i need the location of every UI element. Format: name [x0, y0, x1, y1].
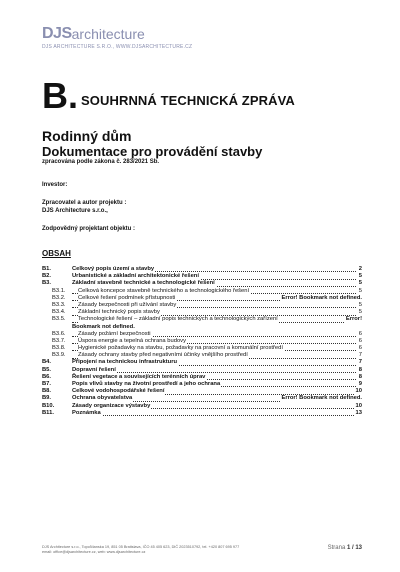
toc-entry-title: Hygienické požadavky na stavbu, požadavky na pracovní a komunální prostředí: [78, 345, 283, 352]
toc-entry-page: Error! Bookmark not defined.: [281, 395, 362, 402]
toc-entry[interactable]: [42, 288, 362, 295]
toc-entry-title: Zásady požární bezpečnosti: [78, 330, 151, 337]
toc-entry-number: B3.6.: [52, 330, 66, 337]
toc-entry-number: B2.: [42, 273, 52, 280]
toc-entry-title: Úspora energie a tepelná ochrana budovy: [78, 337, 186, 344]
toc-entry[interactable]: [42, 302, 362, 309]
toc-entry-title: Zásady organizace výstavby: [72, 402, 151, 409]
toc-entry[interactable]: [42, 410, 362, 417]
logo-name: architecture: [71, 26, 145, 42]
toc-entry-number: B10.: [42, 402, 55, 409]
toc-entry-page: 13: [355, 409, 362, 416]
toc-entry-page: 5: [358, 301, 362, 308]
toc-entry[interactable]: [42, 273, 362, 280]
toc-entry-continuation: [42, 324, 362, 331]
toc-entry-title: Základní technický popis stavby: [78, 309, 160, 316]
toc-entry-title: Zásady ochrany stavby před negativními účinky vnějšího prostředí: [78, 352, 248, 359]
toc-entry-number: B7.: [42, 381, 52, 387]
logo-mark: DJS: [42, 25, 72, 42]
toc-entry-page: 5: [358, 273, 362, 280]
toc-entry-number: B3.: [42, 280, 52, 287]
toc-entry-page: 6: [358, 345, 362, 352]
toc-heading: OBSAH: [42, 249, 71, 258]
toc-entry-number: B3.3.: [52, 301, 66, 308]
toc-entry[interactable]: [42, 388, 362, 395]
toc-entry[interactable]: [42, 367, 362, 374]
toc-entry[interactable]: [42, 359, 362, 366]
toc-entry-page: 7: [358, 359, 362, 366]
toc-entry-number: B4.: [42, 359, 52, 366]
toc-entry-title: Poznámka: [72, 409, 101, 416]
toc-entry-title: Ochrana obyvatelstva: [72, 395, 133, 402]
toc-entry-title: Zásady bezpečnosti při užívání stavby: [78, 301, 177, 308]
toc-entry-number: B3.8.: [52, 345, 66, 352]
toc-entry-number: B3.7.: [52, 337, 66, 344]
toc-entry[interactable]: [42, 395, 362, 402]
table-of-contents: [42, 266, 362, 417]
toc-entry-page: 10: [355, 388, 362, 395]
toc-entry-title: Popis vlivů stavby na životní prostředí a jeho ochrana: [72, 381, 221, 387]
toc-entry-page: 2: [358, 266, 362, 272]
page-value: 1 / 13: [346, 545, 362, 551]
toc-entry[interactable]: [42, 266, 362, 273]
toc-entry-page: 8: [358, 366, 362, 373]
footer-address: DJS Architecture s.r.o., Topoľčianska 19, 851 05 Bratislava, IČO 45 405 623, DIČ 2023510792, tel. +420 807 695 977: [42, 545, 240, 549]
toc-entry-title: Řešení vegetace a souvisejících terénních úprav: [72, 373, 206, 380]
project-subtitle: Dokumentace pro provádění stavby: [42, 144, 263, 159]
logo-subtitle: DJS ARCHITECTURE S.R.O., WWW.DJSARCHITECTURE.CZ: [42, 44, 193, 50]
toc-entry-page: Error! Bookmark not defined.: [281, 294, 362, 301]
document-type: SOUHRNNÁ TECHNICKÁ ZPRÁVA: [81, 93, 295, 108]
page-number: [328, 545, 362, 551]
toc-entry[interactable]: [42, 331, 362, 338]
toc-leader-dots: [72, 410, 356, 416]
toc-entry-number: B3.4.: [52, 309, 66, 316]
toc-entry-page: 6: [358, 330, 362, 337]
author-value: DJS Architecture s.r.o.,: [42, 208, 108, 214]
page-label: Strana: [327, 545, 346, 551]
toc-entry-page: 5: [358, 309, 362, 316]
responsible-label: Zodpovědný projektant objektu :: [42, 226, 136, 232]
toc-entry[interactable]: [42, 295, 362, 302]
toc-entry-number: B5.: [42, 366, 52, 373]
company-logo: [42, 26, 145, 42]
toc-entry[interactable]: [42, 345, 362, 352]
toc-entry-title: Technologické řešení – základní popis technických a technologických zařízení: [78, 316, 278, 323]
toc-entry-title: Dopravní řešení: [72, 366, 116, 373]
toc-entry-continuation-text: Bookmark not defined.: [72, 323, 135, 330]
toc-entry-title: Základní stavebně technické a technologické řešení: [72, 280, 215, 287]
toc-entry-title: Celkové vodohospodářské řešení: [72, 388, 165, 395]
toc-entry-page: 6: [358, 337, 362, 344]
document-letter: B.: [42, 75, 78, 116]
toc-entry-number: B8.: [42, 388, 52, 395]
project-title: Rodinný dům: [42, 128, 132, 144]
toc-entry-title: Celkové řešení podmínek přístupnosti: [78, 294, 176, 301]
footer-contact: email: office@djsarchitecture.cz, web: www.djsarchitecture.cz: [42, 550, 146, 554]
toc-entry-page: 7: [358, 352, 362, 359]
toc-entry-page: 5: [358, 280, 362, 287]
toc-entry[interactable]: [42, 309, 362, 316]
toc-entry[interactable]: [42, 381, 362, 388]
toc-entry[interactable]: [42, 280, 362, 287]
toc-entry-title: Celková koncepce stavebně technického a technologického řešení: [78, 287, 250, 294]
toc-entry-number: B9.: [42, 395, 52, 402]
toc-entry-title: Připojení na technickou infrastrukturu: [72, 359, 178, 366]
toc-entry-number: B3.5.: [52, 316, 66, 323]
toc-entry-page: Error!: [345, 316, 362, 323]
toc-entry-title: Urbanistické a základní architektonické řešení: [72, 273, 199, 280]
project-law: zpracována podle zákona č. 283/2021 Sb.: [42, 159, 160, 165]
toc-entry[interactable]: [42, 374, 362, 381]
investor-label: Investor:: [42, 182, 68, 188]
toc-entry-number: B1.: [42, 266, 52, 272]
toc-entry[interactable]: [42, 352, 362, 359]
toc-entry-page: 8: [358, 373, 362, 380]
toc-entry-page: 9: [358, 381, 362, 387]
toc-entry[interactable]: [42, 316, 362, 323]
toc-entry[interactable]: [42, 403, 362, 410]
footer: [42, 545, 362, 555]
author-label: Zpracovatel a autor projektu :: [42, 200, 127, 206]
toc-entry-number: B3.1.: [52, 287, 66, 294]
toc-entry-number: B3.2.: [52, 294, 66, 301]
toc-entry-number: B11.: [42, 409, 54, 416]
toc-entry-number: B6.: [42, 373, 52, 380]
toc-entry-page: 5: [358, 287, 362, 294]
toc-entry-number: B3.9.: [52, 352, 66, 359]
toc-entry-title: Celkový popis území a stavby: [72, 266, 155, 272]
toc-entry[interactable]: [42, 338, 362, 345]
toc-entry-page: 10: [355, 402, 362, 409]
